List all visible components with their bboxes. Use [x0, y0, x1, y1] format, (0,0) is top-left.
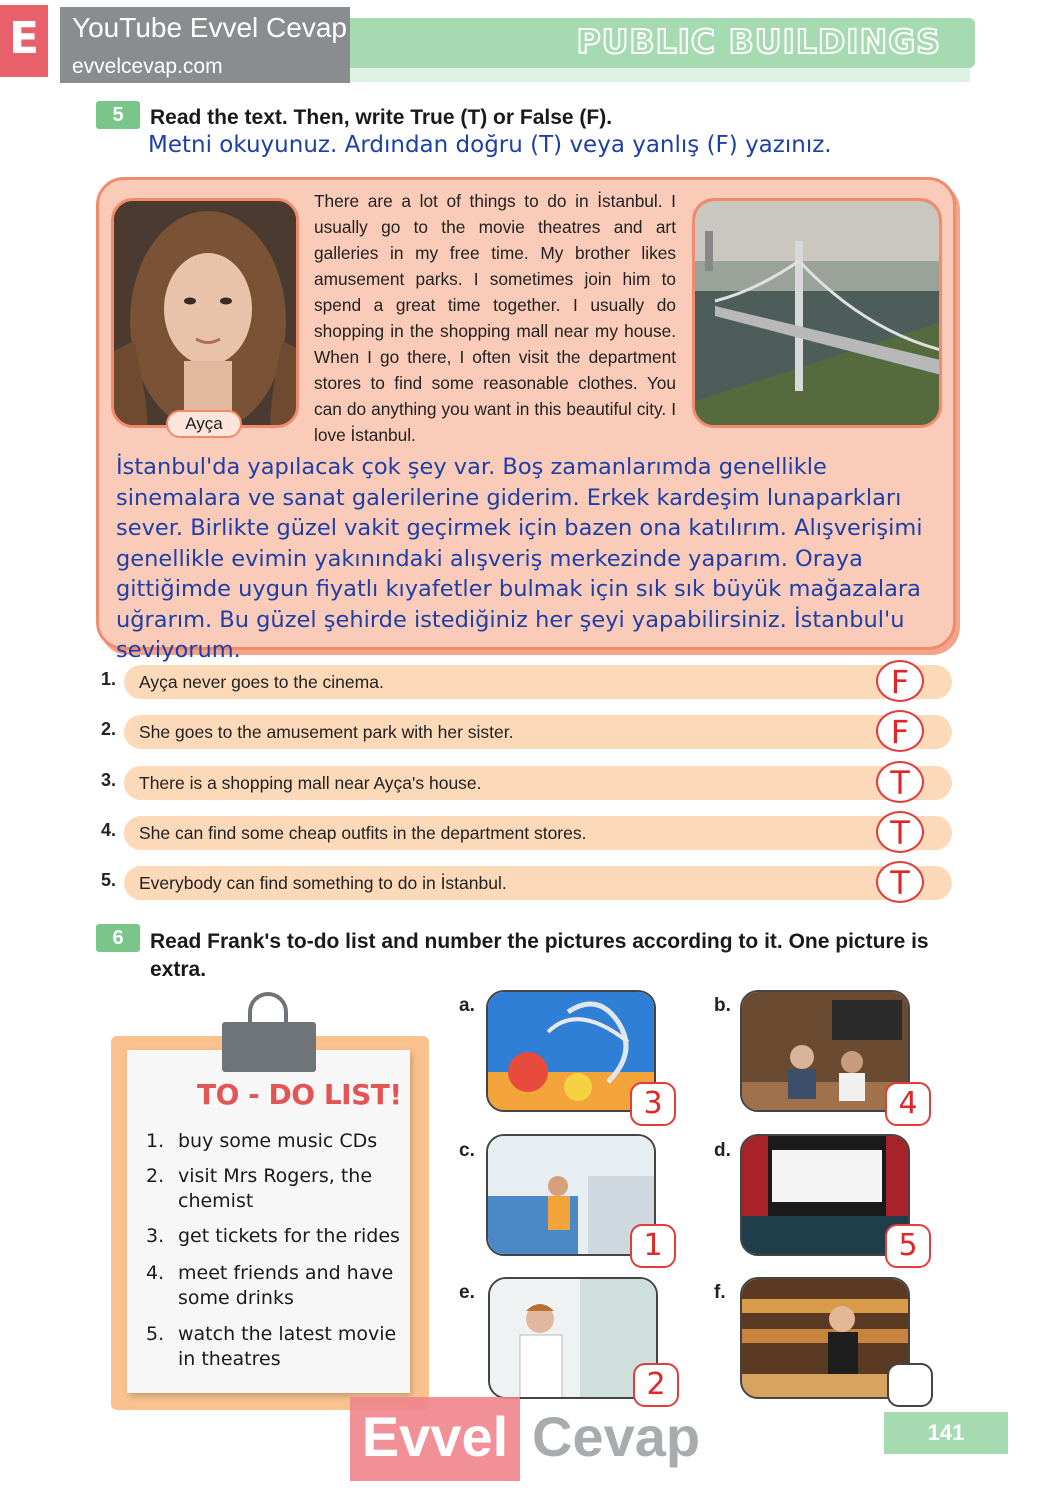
answer-circle[interactable]: T: [876, 861, 924, 903]
todo-item-number: 4.: [146, 1262, 165, 1284]
picture-letter: a.: [459, 995, 475, 1016]
todo-item-text: visit Mrs Rogers, the chemist: [178, 1165, 373, 1212]
bakery-illustration: [742, 1279, 910, 1399]
answer-box[interactable]: 1: [630, 1224, 676, 1268]
todo-item-number: 1.: [146, 1130, 165, 1152]
channel-name: YouTube Evvel Cevap: [72, 12, 347, 43]
reading-passage: There are a lot of things to do in İstanbul. I usually go to the movie theatres and art galleries in my free time. My brother likes amusement parks. I sometimes join him to spend a great time together. I usually do shopping in the shopping mall near my house. When I go there, I often visit the department stores to find some reasonable clothes. You can do anything you want in this beautiful city. I love İstanbul.: [314, 191, 676, 445]
watermark-cevap: Cevap: [532, 1405, 701, 1468]
statement-text: There is a shopping mall near Ayça's house.: [139, 773, 482, 793]
statement-row: [98, 665, 958, 699]
channel-url: evvelcevap.com: [72, 55, 223, 78]
portrait-illustration: [114, 201, 299, 428]
todo-item-number: 5.: [146, 1323, 165, 1345]
instruction-6-line1: Read Frank's to-do list and number the pictures according to it. One picture is: [150, 930, 929, 953]
statement-number: 1.: [101, 669, 117, 689]
statement-number: 5.: [101, 870, 117, 890]
answer-circle[interactable]: F: [876, 660, 924, 702]
picture-letter: c.: [459, 1140, 475, 1161]
statement-row: [98, 766, 958, 800]
todo-item: [146, 1224, 408, 1249]
statement-text: Ayça never goes to the cinema.: [139, 672, 384, 692]
statement-text: She goes to the amusement park with her sister.: [139, 722, 514, 742]
picture-letter: b.: [714, 995, 731, 1016]
todo-item: [146, 1129, 408, 1154]
todo-item: [146, 1261, 408, 1311]
todo-item-text: meet friends and have some drinks: [178, 1262, 394, 1309]
answer-box[interactable]: 4: [885, 1082, 931, 1126]
section-number-5: 5: [96, 101, 140, 129]
picture-letter: e.: [459, 1282, 475, 1303]
todo-item-number: 3.: [146, 1225, 165, 1247]
watermark-evvel: Evvel: [350, 1397, 520, 1481]
answer-box[interactable]: 3: [630, 1082, 676, 1126]
todo-item-text: buy some music CDs: [178, 1130, 378, 1152]
header-band-lower: [250, 68, 970, 82]
answer-box[interactable]: [887, 1363, 933, 1407]
answer-circle[interactable]: T: [876, 811, 924, 853]
statement-number: 3.: [101, 770, 117, 790]
portrait-photo: [111, 198, 299, 428]
todo-item: [146, 1164, 408, 1214]
picture-letter: f.: [714, 1282, 726, 1303]
instruction-6-line2: extra.: [150, 958, 207, 981]
statement-number: 4.: [101, 820, 117, 840]
answer-box[interactable]: 5: [885, 1224, 931, 1268]
todo-item-text: get tickets for the rides: [178, 1225, 400, 1247]
statement-text: Everybody can find something to do in İstanbul.: [139, 873, 507, 893]
bakery-picture: [740, 1277, 910, 1399]
instruction-5: Read the text. Then, write True (T) or False (F).: [150, 106, 613, 129]
statement-row: [98, 866, 958, 900]
bridge-photo: [692, 198, 942, 428]
todo-item-text: watch the latest movie in theatres: [178, 1323, 397, 1370]
statement-number: 2.: [101, 719, 117, 739]
todo-item: [146, 1322, 408, 1372]
answer-circle[interactable]: T: [876, 761, 924, 803]
picture-letter: d.: [714, 1140, 731, 1161]
instruction-5-translation: Metni okuyunuz. Ardından doğru (T) veya yanlış (F) yazınız.: [148, 132, 832, 158]
answer-circle[interactable]: F: [876, 710, 924, 752]
binder-clip-icon: [222, 1022, 316, 1072]
page-number: 141: [884, 1412, 1008, 1454]
statement-row: [98, 816, 958, 850]
answer-box[interactable]: 2: [633, 1363, 679, 1407]
section-number-6: 6: [96, 924, 140, 952]
unit-title: PUBLIC BUILDINGS: [576, 22, 941, 61]
e-logo: E: [0, 5, 48, 77]
bridge-illustration: [695, 201, 942, 428]
name-tag: Ayça: [166, 410, 242, 438]
reading-translation: İstanbul'da yapılacak çok şey var. Boş zamanlarımda genellikle sinemalara ve sanat galerilerine giderim. Erkek kardeşim lunaparkları sever. Birlikte güzel vakit geçirmek için bazen ona katılırım. Alışverişimi genellikle evimin yakınındaki alışveriş merkezinde yaparım. Oraya gittiğimde uygun fiyatlı kıyafetler bulmak için sık sık büyük mağazalara uğrarım. Bu güzel şehirde istediğiniz her şeyi yapabilirsiniz. İstanbul'u seviyorum.: [116, 454, 923, 663]
todo-title: TO - DO LIST!: [197, 1078, 402, 1111]
todo-item-number: 2.: [146, 1165, 165, 1187]
statement-row: [98, 715, 958, 749]
statement-text: She can find some cheap outfits in the department stores.: [139, 823, 587, 843]
